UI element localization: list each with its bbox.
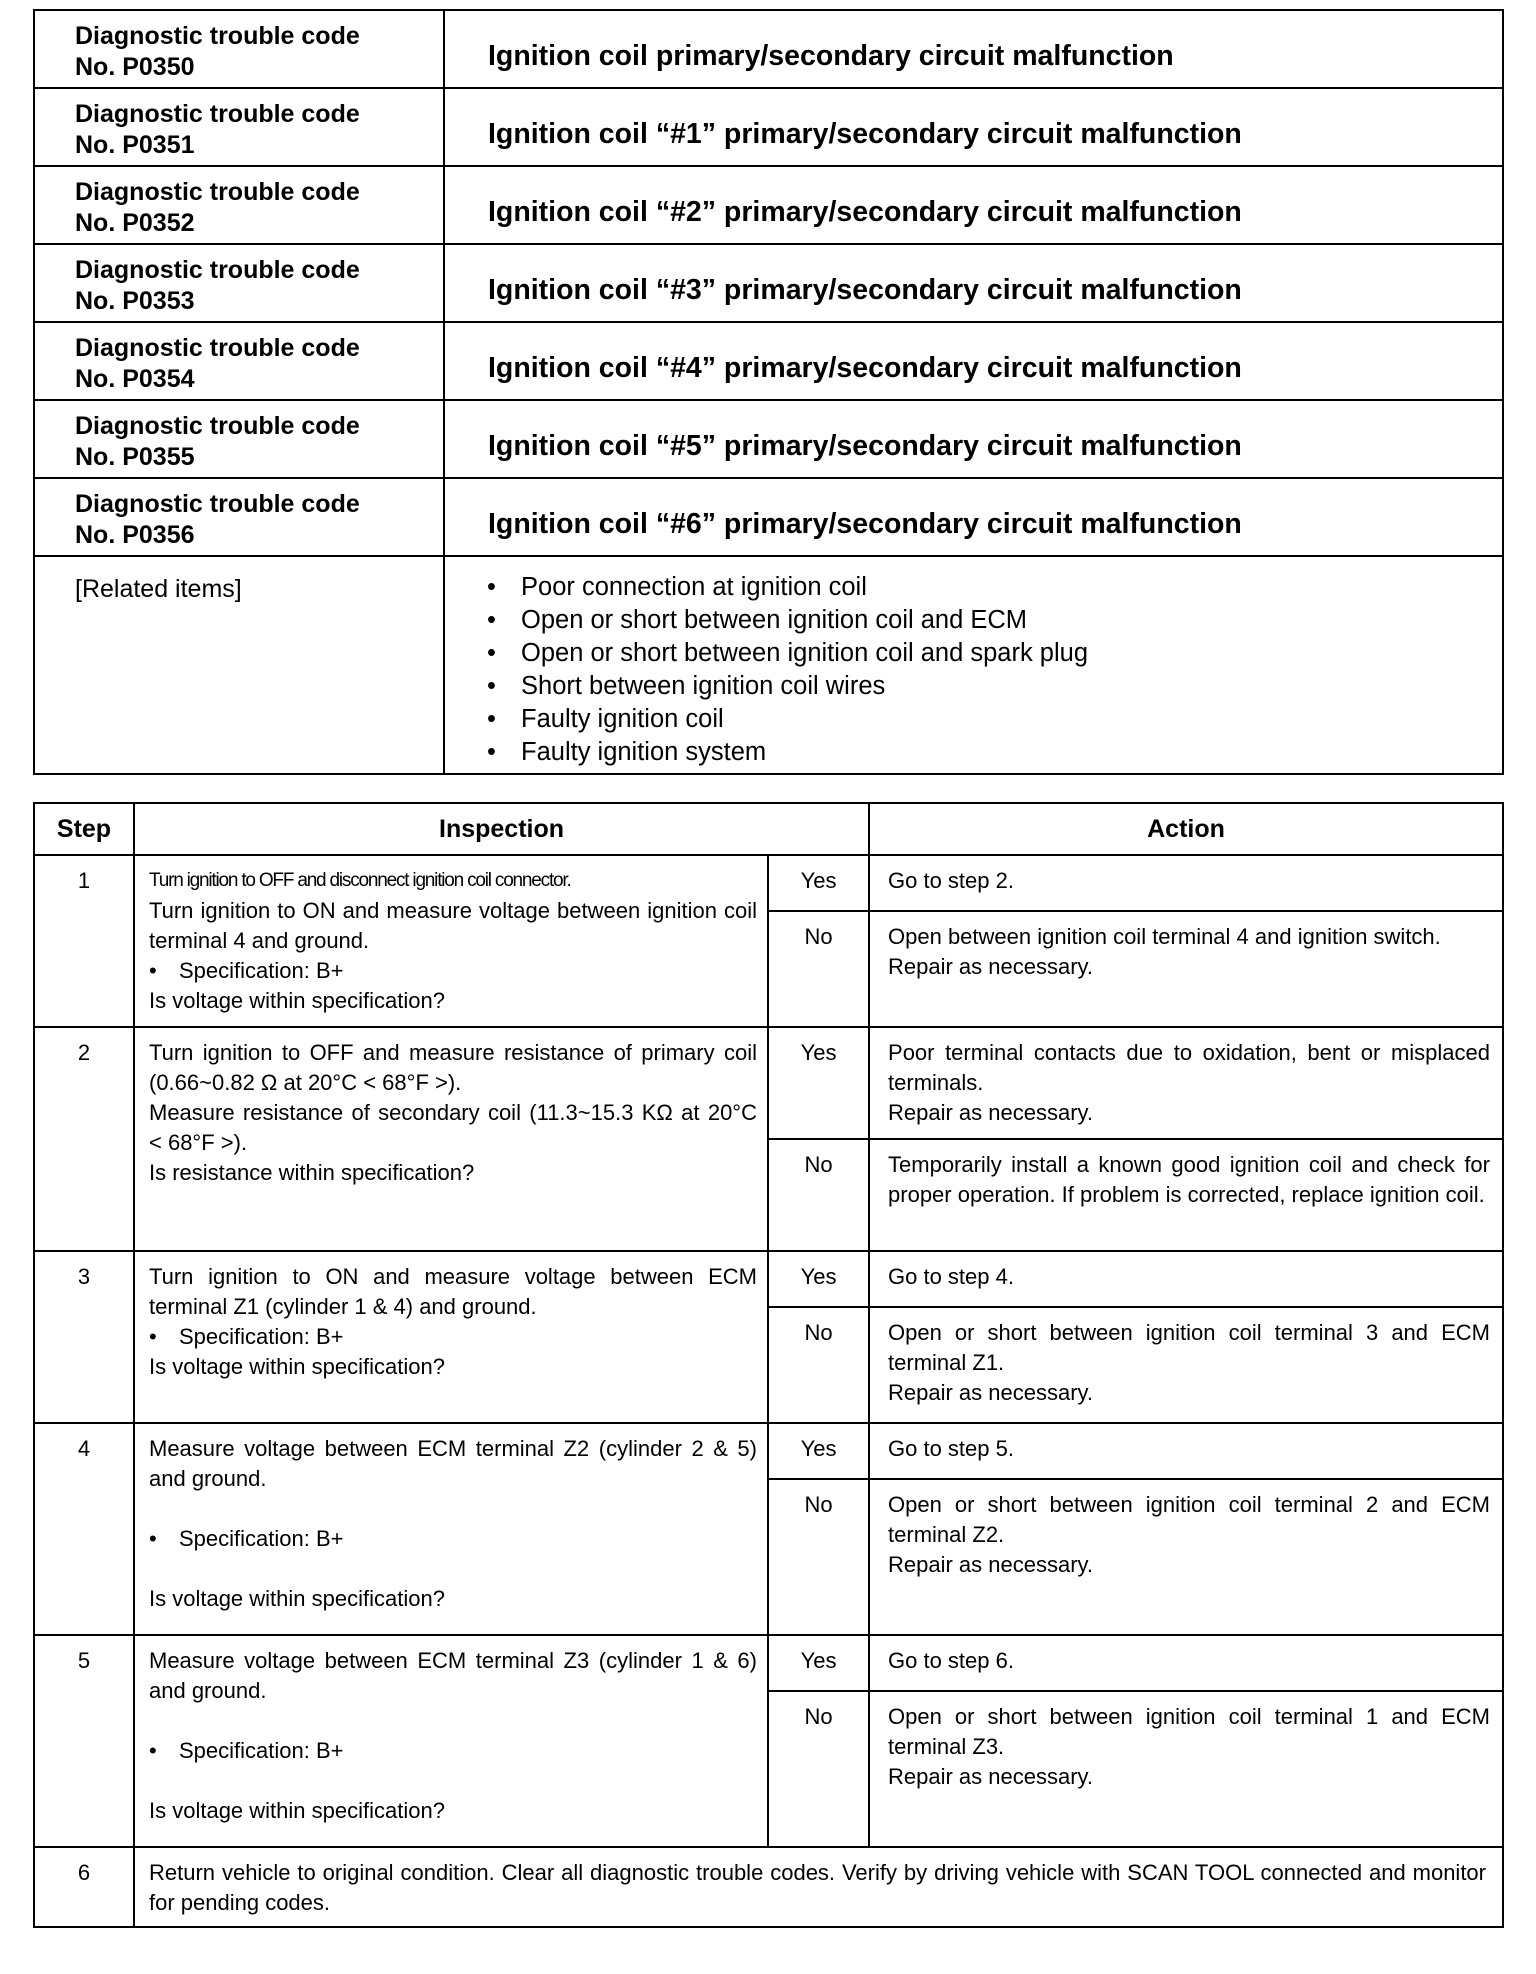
dtc-label: Diagnostic trouble code (75, 178, 360, 206)
table-header-row (34, 803, 1503, 855)
step-header: Step (34, 803, 134, 855)
dtc-code: No. P0355 (75, 443, 195, 471)
no-action: Temporarily install a known good ignition coil and check for proper operation. If problem is corrected, replace ignition coil. (869, 1139, 1503, 1251)
inspection-line: Measure voltage between ECM terminal Z2 (cylinder 2 & 5) and ground. (149, 1436, 757, 1491)
dtc-label: Diagnostic trouble code (75, 22, 360, 50)
yes-label: Yes (768, 1027, 869, 1139)
dtc-row (34, 244, 1503, 322)
action-repair: Repair as necessary. (888, 1380, 1094, 1405)
inspection-question: Is voltage within specification? (149, 1798, 445, 1823)
dtc-row (34, 88, 1503, 166)
dtc-description: Ignition coil “#1” primary/secondary circuit malfunction (444, 88, 1503, 166)
dtc-row (34, 166, 1503, 244)
specification: • Specification: B+ (149, 1736, 757, 1766)
action-repair: Repair as necessary. (888, 1100, 1094, 1125)
dtc-code: No. P0356 (75, 521, 195, 549)
step-inspection (134, 1423, 768, 1635)
inspection-line: Turn ignition to ON and measure voltage between ECM terminal Z1 (cylinder 1 & 4) and ground. (149, 1264, 757, 1319)
no-action (869, 1691, 1503, 1847)
step-number: 6 (34, 1847, 134, 1927)
action-repair: Repair as necessary. (888, 1764, 1094, 1789)
dtc-description: Ignition coil “#4” primary/secondary circuit malfunction (444, 322, 1503, 400)
dtc-row (34, 10, 1503, 88)
no-action (869, 1479, 1503, 1635)
step-number: 4 (34, 1423, 134, 1635)
no-label: No (768, 1139, 869, 1251)
action-repair: Repair as necessary. (888, 954, 1094, 979)
list-item: • Open or short between ignition coil and spark plug (487, 637, 1502, 670)
dtc-row (34, 400, 1503, 478)
inspection-header: Inspection (134, 803, 869, 855)
yes-label: Yes (768, 1251, 869, 1307)
action-header: Action (869, 803, 1503, 855)
dtc-code: No. P0351 (75, 131, 195, 159)
dtc-label: Diagnostic trouble code (75, 100, 360, 128)
no-action (869, 911, 1503, 1027)
related-items-list (487, 571, 1502, 769)
yes-label: Yes (768, 1635, 869, 1691)
dtc-row (34, 478, 1503, 556)
list-item: • Open or short between ignition coil and ECM (487, 604, 1502, 637)
dtc-description: Ignition coil “#3” primary/secondary circuit malfunction (444, 244, 1503, 322)
specification: • Specification: B+ (149, 1524, 757, 1554)
no-action (869, 1307, 1503, 1423)
dtc-code: No. P0354 (75, 365, 195, 393)
table-row (34, 1423, 1503, 1479)
inspection-line: Measure resistance of secondary coil (11.3~15.3 KΩ at 20°C < 68°F >). (149, 1100, 757, 1155)
dtc-label: Diagnostic trouble code (75, 412, 360, 440)
dtc-code-cell (34, 88, 444, 166)
dtc-code-cell (34, 244, 444, 322)
action-text: Poor terminal contacts due to oxidation, bent or misplaced terminals. (888, 1040, 1490, 1095)
dtc-table (33, 9, 1504, 775)
action-text: Open between ignition coil terminal 4 and ignition switch. (888, 924, 1441, 949)
table-row (34, 1251, 1503, 1307)
related-items-cell (444, 556, 1503, 774)
related-items-row (34, 556, 1503, 774)
no-label: No (768, 1479, 869, 1635)
inspection-line: Turn ignition to OFF and measure resistance of primary coil (0.66~0.82 Ω at 20°C < 68°F >). (149, 1040, 757, 1095)
dtc-description: Ignition coil “#5” primary/secondary circuit malfunction (444, 400, 1503, 478)
inspection-line: Turn ignition to ON and measure voltage between ignition coil terminal 4 and ground. (149, 898, 757, 953)
dtc-code-cell (34, 322, 444, 400)
table-row (34, 1027, 1503, 1139)
dtc-code: No. P0350 (75, 53, 195, 81)
yes-action (869, 1027, 1503, 1139)
yes-action: Go to step 6. (869, 1635, 1503, 1691)
step-inspection (134, 1251, 768, 1423)
specification: • Specification: B+ (149, 1322, 757, 1352)
list-item: • Short between ignition coil wires (487, 670, 1502, 703)
action-repair: Repair as necessary. (888, 1552, 1094, 1577)
inspection-line: Measure voltage between ECM terminal Z3 (cylinder 1 & 6) and ground. (149, 1648, 757, 1703)
inspection-steps-table (33, 802, 1504, 1928)
step-number: 1 (34, 855, 134, 1027)
list-item: • Faulty ignition coil (487, 703, 1502, 736)
action-text: Open or short between ignition coil terminal 1 and ECM terminal Z3. (888, 1704, 1490, 1759)
yes-label: Yes (768, 855, 869, 911)
table-row (34, 855, 1503, 911)
dtc-description: Ignition coil “#6” primary/secondary circuit malfunction (444, 478, 1503, 556)
step-number: 5 (34, 1635, 134, 1847)
list-item: • Poor connection at ignition coil (487, 571, 1502, 604)
action-text: Open or short between ignition coil terminal 2 and ECM terminal Z2. (888, 1492, 1490, 1547)
step-inspection (134, 1027, 768, 1251)
related-items-label: [Related items] (34, 556, 444, 774)
yes-label: Yes (768, 1423, 869, 1479)
yes-action: Go to step 2. (869, 855, 1503, 911)
dtc-code-cell (34, 10, 444, 88)
inspection-line: Turn ignition to OFF and disconnect ignition coil connector. (149, 870, 571, 891)
yes-action: Go to step 4. (869, 1251, 1503, 1307)
specification: • Specification: B+ (149, 956, 757, 986)
dtc-description: Ignition coil primary/secondary circuit malfunction (444, 10, 1503, 88)
final-step-text: Return vehicle to original condition. Clear all diagnostic trouble codes. Verify by driving vehicle with SCAN TOOL connected and monitor for pending codes. (134, 1847, 1503, 1927)
no-label: No (768, 911, 869, 1027)
no-label: No (768, 1307, 869, 1423)
dtc-code-cell (34, 400, 444, 478)
step-number: 3 (34, 1251, 134, 1423)
dtc-row (34, 322, 1503, 400)
inspection-question: Is voltage within specification? (149, 1586, 445, 1611)
step-number: 2 (34, 1027, 134, 1251)
dtc-label: Diagnostic trouble code (75, 256, 360, 284)
dtc-code: No. P0352 (75, 209, 195, 237)
inspection-question: Is voltage within specification? (149, 1354, 445, 1379)
table-row (34, 1635, 1503, 1691)
inspection-question: Is resistance within specification? (149, 1160, 475, 1185)
step-inspection (134, 855, 768, 1027)
no-label: No (768, 1691, 869, 1847)
dtc-description: Ignition coil “#2” primary/secondary circuit malfunction (444, 166, 1503, 244)
dtc-code-cell (34, 478, 444, 556)
step-inspection (134, 1635, 768, 1847)
dtc-code-cell (34, 166, 444, 244)
dtc-label: Diagnostic trouble code (75, 334, 360, 362)
list-item: • Faulty ignition system (487, 736, 1502, 769)
yes-action: Go to step 5. (869, 1423, 1503, 1479)
table-row (34, 1847, 1503, 1927)
dtc-code: No. P0353 (75, 287, 195, 315)
action-text: Open or short between ignition coil terminal 3 and ECM terminal Z1. (888, 1320, 1490, 1375)
dtc-label: Diagnostic trouble code (75, 490, 360, 518)
inspection-question: Is voltage within specification? (149, 988, 445, 1013)
